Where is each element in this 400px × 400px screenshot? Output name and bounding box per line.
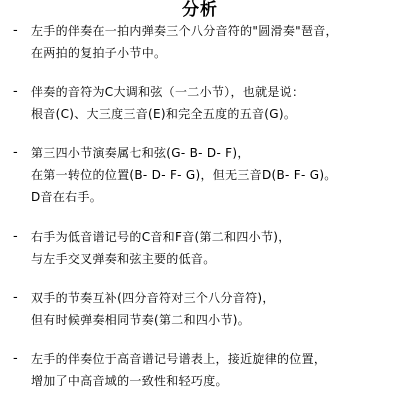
bullet-dash: - <box>13 84 18 99</box>
item-line: D音在右手。 <box>31 190 103 204</box>
item-line: 但有时候弹奏相同节奏(第二和四小节)。 <box>31 313 251 327</box>
item-line: 双手的节奏互补(四分音符对三个八分音符)， <box>31 291 275 305</box>
item-line: 左手的伴奏在一拍内弹奏三个八分音符的"圆滑奏"琶音， <box>31 24 338 38</box>
bullet-dash: - <box>13 229 18 244</box>
item-line: 第三四小节演奏属七和弦(G- B- D- F)， <box>31 146 250 160</box>
item-line: 与左手交叉弹奏和弦主要的低音。 <box>31 252 216 266</box>
bullet-dash: - <box>13 351 18 366</box>
item-line: 在第一转位的位置(B- D- F- G)，但无三音D(B- F- G)。 <box>31 168 337 182</box>
item-line: 根音(C)、大三度三音(E)和完全五度的五音(G)。 <box>31 107 297 121</box>
bullet-dash: - <box>13 145 18 160</box>
item-line: 伴奏的音符为C大调和弦（一二小节），也就是说： <box>31 85 305 99</box>
bullet-dash: - <box>13 290 18 305</box>
item-line: 左手的伴奏位于高音谱记号谱表上，接近旋律的位置， <box>31 352 327 366</box>
item-line: 右手为低音谱记号的C音和F音(第二和四小节)， <box>31 230 291 244</box>
item-line: 增加了中高音域的一致性和轻巧度。 <box>31 374 228 388</box>
bullet-dash: - <box>13 23 18 38</box>
item-line: 在两拍的复拍子小节中。 <box>31 46 167 60</box>
page-title: 分析 <box>182 0 218 20</box>
